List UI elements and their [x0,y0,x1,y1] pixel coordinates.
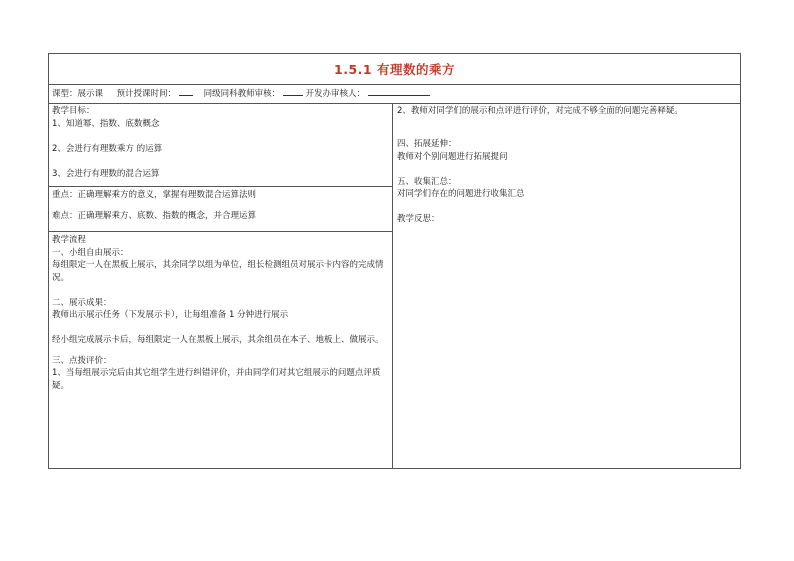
step-1-text: 每组限定一人在黑板上展示，其余同学以组为单位，组长检测组员对展示卡内容的完成情况。 [52,260,384,283]
goals-heading: 教学目标： [52,106,95,116]
goals-box [49,103,392,187]
approver-label: 开发办审核人： [305,89,365,99]
step-4-text: 教师对个别问题进行拓展提问 [397,151,508,162]
approver-blank [368,86,430,96]
reviewer-label: 同级同科教师审核： [203,89,281,99]
step-2-text: 教师出示展示任务（下发展示卡），让每组准备 1 分钟进行展示 [52,310,289,320]
evaluation-text: 2、教师对同学们的展示和点评进行评价，对完成不够全面的问题完善释疑。 [397,106,683,116]
right-column [393,103,740,468]
focus-box [49,187,392,232]
process-box [49,232,392,468]
goal-item-2: 2、会进行有理数乘方 的运算 [52,143,163,154]
left-column [49,103,393,468]
step-4-title: 四、拓展延伸： [397,139,457,149]
lesson-type: 课型：展示课 [52,89,104,99]
page-title: 1.5.1 有理数的乘方 [334,62,455,77]
goal-item-3: 3、会进行有理数的混合运算 [52,168,160,179]
goal-item-1: 1、知道幂、指数、底数概念 [52,118,160,129]
title-row [49,54,740,85]
reviewer-blank [283,86,303,96]
content-columns [49,103,740,468]
step-2-title: 二、展示成果： [52,297,112,308]
step-5-text: 对同学们存在的问题进行收集汇总 [397,189,525,199]
key-point: 重点：正确理解乘方的意义，掌握有理数混合运算法则 [52,190,257,200]
time-label: 预计授课时间： [116,89,177,99]
time-blank [179,86,193,96]
step-2-text-2: 经小组完成展示卡后，每组限定一人在黑板上展示，其余组员在本子、地板上、做展示。 [52,335,384,345]
step-1-title: 一、小组自由展示： [52,247,129,258]
lesson-plan-table [48,53,741,469]
difficulty-point: 难点：正确理解乘方、底数、指数的概念，并合理运算 [52,210,257,221]
step-3-text: 1、当每组展示完后由其它组学生进行纠错评价，并由同学们对其它组展示的问题点评质疑。 [52,368,381,391]
reflection-label: 教学反思： [397,214,440,224]
process-heading: 教学流程 [52,235,87,245]
step-5-title: 五、收集汇总： [397,176,457,187]
meta-row [49,85,740,104]
step-3-title: 三、点拨评价： [52,355,112,366]
